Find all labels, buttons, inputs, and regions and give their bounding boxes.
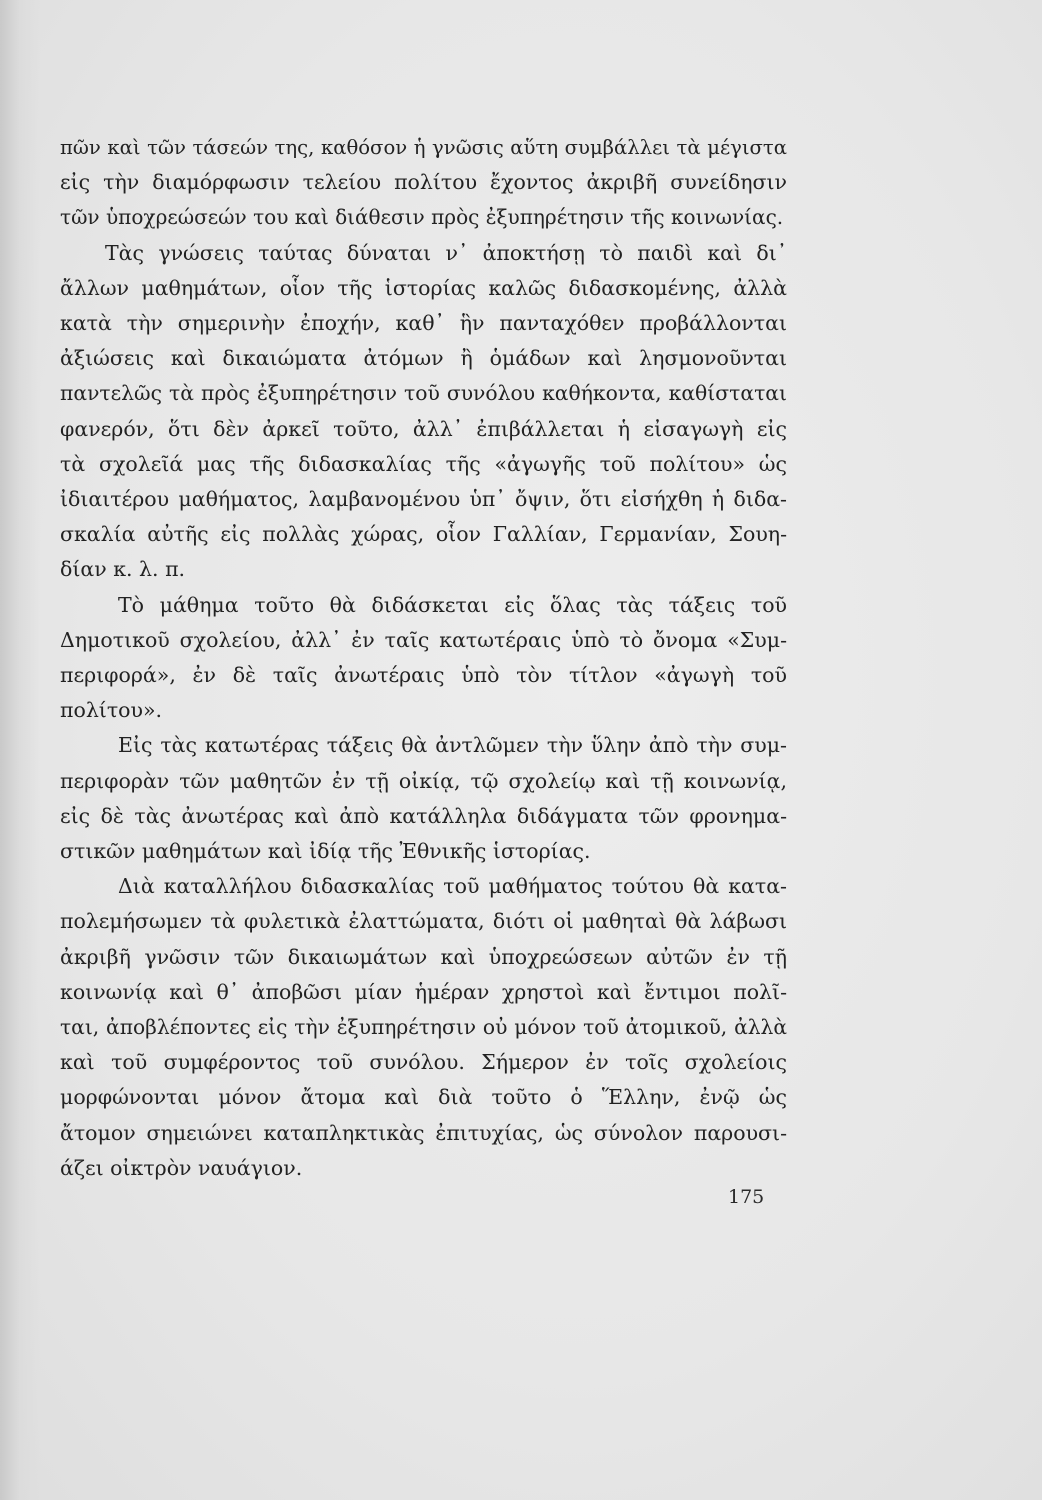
text-line: καὶ τοῦ συμφέροντος τοῦ συνόλου. Σήμερον ἐν τοῖς σχολείοις [60, 1050, 787, 1075]
text-line: σκαλία αὐτῆς εἰς πολλὰς χώρας, οἷον Γαλλίαν, Γερμανίαν, Σουη- [60, 522, 787, 547]
text-line: φανερόν, ὅτι δὲν ἀρκεῖ τοῦτο, ἀλλ᾽ ἐπιβάλλεται ἡ εἰσαγωγὴ εἰς [60, 416, 787, 441]
page-edge-shadow [0, 0, 40, 1500]
text-line: περιφορὰν τῶν μαθητῶν ἐν τῇ οἰκίᾳ, τῷ σχολείῳ καὶ τῇ κοινωνίᾳ, [60, 768, 787, 793]
text-line: μορφώνονται μόνον ἄτομα καὶ διὰ τοῦτο ὁ Ἕλλην, ἐνῷ ὡς [60, 1085, 787, 1110]
text-line: άζει οἰκτρὸν ναυάγιον. [60, 1155, 303, 1180]
text-line: δίαν κ. λ. π. [60, 557, 186, 582]
text-line: πῶν καὶ τῶν τάσεών της, καθόσον ἡ γνῶσις αὕτη συμβάλλει τὰ μέγιστα [60, 136, 787, 159]
text-line: περιφορά», ἐν δὲ ταῖς ἀνωτέραις ὑπὸ τὸν τίτλον «ἀγωγὴ τοῦ [60, 663, 787, 688]
text-line: κατὰ τὴν σημερινὴν ἐποχήν, καθ᾽ ἣν πανταχόθεν προβάλλονται [60, 311, 787, 336]
text-line: πολίτου». [60, 698, 163, 723]
text-line: Τὰς γνώσεις ταύτας δύναται ν᾽ ἀποκτήσῃ τὸ παιδὶ καὶ δι᾽ [105, 240, 787, 265]
page-number: 175 [728, 1186, 765, 1208]
text-line: εἰς τὴν διαμόρφωσιν τελείου πολίτου ἔχοντος ἀκριβῆ συνείδησιν [60, 170, 787, 195]
text-line: τῶν ὑποχρεώσεών του καὶ διάθεσιν πρὸς ἐξυπηρέτησιν τῆς κοινωνίας. [60, 205, 784, 230]
text-line: Διὰ καταλλήλου διδασκαλίας τοῦ μαθήματος τούτου θὰ κατα- [118, 874, 787, 899]
text-line: Εἰς τὰς κατωτέρας τάξεις θὰ ἀντλῶμεν τὴν ὕλην ἀπὸ τὴν συμ- [118, 733, 787, 758]
text-line: στικῶν μαθημάτων καὶ ἰδίᾳ τῆς Ἐθνικῆς ἱστορίας. [60, 839, 591, 864]
text-line: κοινωνίᾳ καὶ θ᾽ ἀποβῶσι μίαν ἡμέραν χρηστοὶ καὶ ἔντιμοι πολῖ- [60, 979, 787, 1004]
text-line: πολεμήσωμεν τὰ φυλετικὰ ἐλαττώματα, διότι οἱ μαθηταὶ θὰ λάβωσι [60, 909, 787, 934]
text-line: Δημοτικοῦ σχολείου, ἀλλ᾽ ἐν ταῖς κατωτέραις ὑπὸ τὸ ὄνομα «Συμ- [60, 627, 787, 652]
text-line: εἰς δὲ τὰς ἀνωτέρας καὶ ἀπὸ κατάλληλα διδάγματα τῶν φρονημα- [60, 803, 787, 828]
text-line: παντελῶς τὰ πρὸς ἐξυπηρέτησιν τοῦ συνόλου καθήκοντα, καθίσταται [60, 381, 787, 406]
text-line: ἄλλων μαθημάτων, οἷον τῆς ἱστορίας καλῶς διδασκομένης, ἀλλὰ [60, 275, 787, 300]
body-text [60, 130, 787, 1186]
text-line: ἄτομον σημειώνει καταπληκτικὰς ἐπιτυχίας, ὡς σύνολον παρουσι- [60, 1120, 787, 1145]
text-line: ται, ἀποβλέποντες εἰς τὴν ἐξυπηρέτησιν οὐ μόνον τοῦ ἀτομικοῦ, ἀλλὰ [60, 1015, 787, 1040]
text-line: ἀξιώσεις καὶ δικαιώματα ἀτόμων ἢ ὁμάδων καὶ λησμονοῦνται [60, 346, 787, 371]
text-line: ἰδιαιτέρου μαθήματος, λαμβανομένου ὑπ᾽ ὄψιν, ὅτι εἰσήχθη ἡ διδα- [60, 487, 787, 512]
text-line: ἀκριβῆ γνῶσιν τῶν δικαιωμάτων καὶ ὑποχρεώσεων αὐτῶν ἐν τῇ [60, 944, 787, 969]
text-line: Τὸ μάθημα τοῦτο θὰ διδάσκεται εἰς ὅλας τὰς τάξεις τοῦ [118, 592, 787, 617]
text-line: τὰ σχολεῖά μας τῆς διδασκαλίας τῆς «ἀγωγῆς τοῦ πολίτου» ὡς [60, 451, 787, 476]
